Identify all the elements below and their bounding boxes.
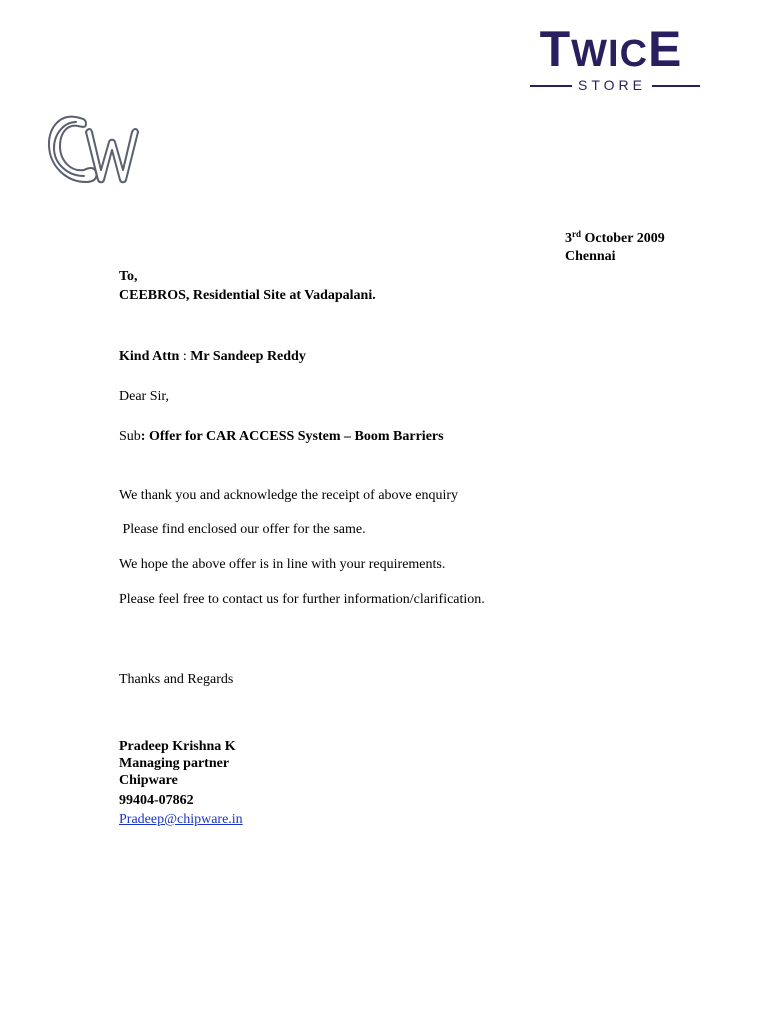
attention-name: Mr Sandeep Reddy — [190, 349, 306, 364]
letter-date: 3rd October 2009 — [565, 229, 665, 246]
attention-separator: : — [179, 349, 191, 364]
closing: Thanks and Regards — [119, 672, 234, 687]
body-paragraph: Please find enclosed our offer for the same. — [119, 522, 366, 537]
subject-line — [119, 428, 444, 445]
signature-phone: 99404-07862 — [119, 793, 194, 808]
recipient-to: To, — [119, 269, 138, 284]
body-paragraph: We thank you and acknowledge the receipt of above enquiry — [119, 488, 459, 503]
body-paragraph: Please feel free to contact us for further information/clarification. — [119, 592, 485, 607]
signature-title: Managing partner — [119, 756, 230, 771]
twice-store-logo — [516, 21, 706, 96]
signature-name: Pradeep Krishna K — [119, 739, 236, 754]
signature-company: Chipware — [119, 773, 178, 788]
attention-line — [119, 348, 306, 365]
signature-email-link[interactable]: Pradeep@chipware.in — [119, 812, 243, 827]
brand-subtitle — [516, 76, 706, 94]
recipient-address: CEEBROS, Residential Site at Vadapalani. — [119, 288, 376, 303]
body-paragraph: We hope the above offer is in line with your requirements. — [119, 557, 446, 572]
brand-rule-left — [530, 85, 572, 87]
brand-rule-right — [652, 85, 700, 87]
brand-sub-text: STORE — [578, 77, 646, 93]
letter-city: Chennai — [565, 249, 616, 264]
attention-label: Kind Attn — [119, 349, 180, 364]
subject-label: Sub — [119, 429, 141, 444]
cw-logo — [46, 110, 160, 188]
salutation: Dear Sir, — [119, 389, 169, 404]
brand-wordmark: TWICE — [539, 21, 683, 77]
subject-text: : Offer for CAR ACCESS System – Boom Barriers — [140, 429, 444, 444]
